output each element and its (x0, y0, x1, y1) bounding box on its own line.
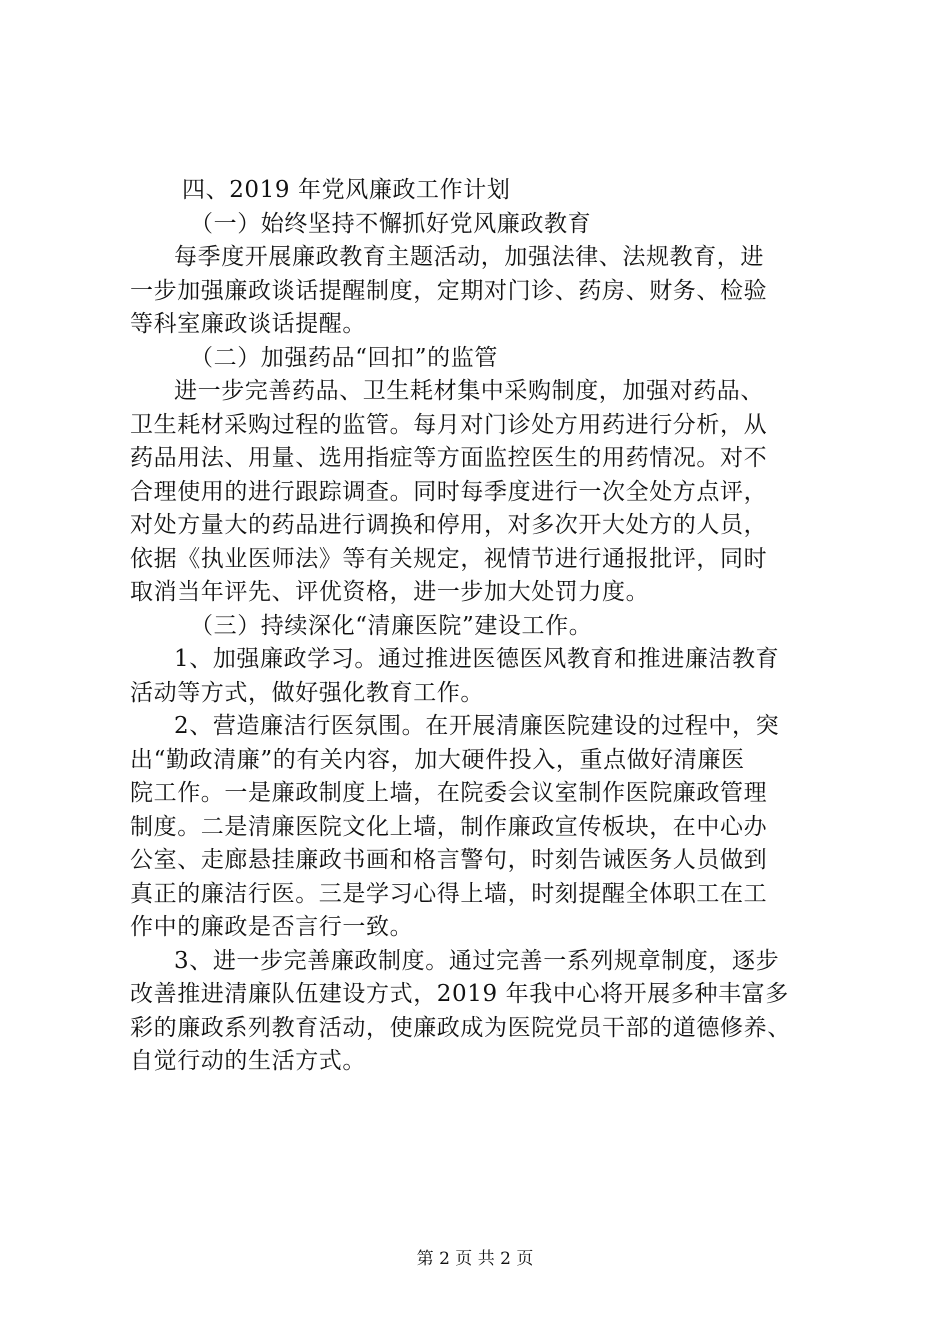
paragraph-line: 真正的廉洁行医。三是学习心得上墙，时刻提醒全体职工在工 (130, 880, 768, 907)
paragraph-line: 等科室廉政谈话提醒。 (130, 311, 366, 337)
paragraph-line: 3、进一步完善廉政制度。通过完善一系列规章制度，逐步 (174, 947, 780, 974)
paragraph-line: 一步加强廉政谈话提醒制度，定期对门诊、药房、财务、检验 (130, 277, 768, 304)
paragraph-line: 自觉行动的生活方式。 (130, 1048, 366, 1074)
section-heading-4: 四、2019 年党风廉政工作计划 (182, 177, 511, 203)
paragraph-line: 彩的廉政系列教育活动，使廉政成为医院党员干部的道德修养、 (130, 1014, 791, 1041)
paragraph-line: 出“勤政清廉”的有关内容，加大硬件投入，重点做好清廉医 (130, 746, 745, 773)
paragraph-line: 公室、走廊悬挂廉政书画和格言警句，时刻告诫医务人员做到 (130, 847, 768, 873)
paragraph-line: 1、加强廉政学习。通过推进医德医风教育和推进廉洁教育 (174, 646, 780, 672)
paragraph-line: 2、营造廉洁行医氛围。在开展清廉医院建设的过程中，突 (174, 713, 780, 739)
paragraph-line: 药品用法、用量、选用指症等方面监控医生的用药情况。对不 (130, 445, 768, 471)
paragraph-line: 改善推进清廉队伍建设方式，2019 年我中心将开展多种丰富多 (130, 981, 789, 1007)
subheading-1: （一）始终坚持不懈抓好党风廉政教育 (190, 210, 592, 237)
document-body (130, 174, 830, 1079)
subheading-2: （二）加强药品“回扣”的监管 (190, 344, 498, 371)
paragraph-line: 卫生耗材采购过程的监管。每月对门诊处方用药进行分析，从 (130, 411, 768, 438)
paragraph-line: 活动等方式，做好强化教育工作。 (130, 679, 484, 706)
paragraph-line: 合理使用的进行跟踪调查。同时每季度进行一次全处方点评， (130, 478, 768, 505)
paragraph-line: 取消当年评先、评优资格，进一步加大处罚力度。 (130, 579, 650, 605)
paragraph-line: 每季度开展廉政教育主题活动，加强法律、法规教育，进 (174, 244, 764, 270)
page-number-footer: 第 2 页 共 2 页 (416, 1249, 534, 1269)
paragraph-line: 作中的廉政是否言行一致。 (130, 914, 414, 940)
paragraph-line: 进一步完善药品、卫生耗材集中采购制度，加强对药品、 (174, 378, 764, 404)
paragraph-line: 对处方量大的药品进行调换和停用，对多次开大处方的人员， (130, 512, 768, 538)
paragraph-line: 院工作。一是廉政制度上墙，在院委会议室制作医院廉政管理 (130, 780, 768, 806)
paragraph-line: 依据《执业医师法》等有关规定，视情节进行通报批评，同时 (130, 545, 768, 572)
subheading-3: （三）持续深化“清廉医院”建设工作。 (190, 612, 593, 639)
paragraph-line: 制度。二是清廉医院文化上墙，制作廉政宣传板块，在中心办 (130, 813, 768, 840)
